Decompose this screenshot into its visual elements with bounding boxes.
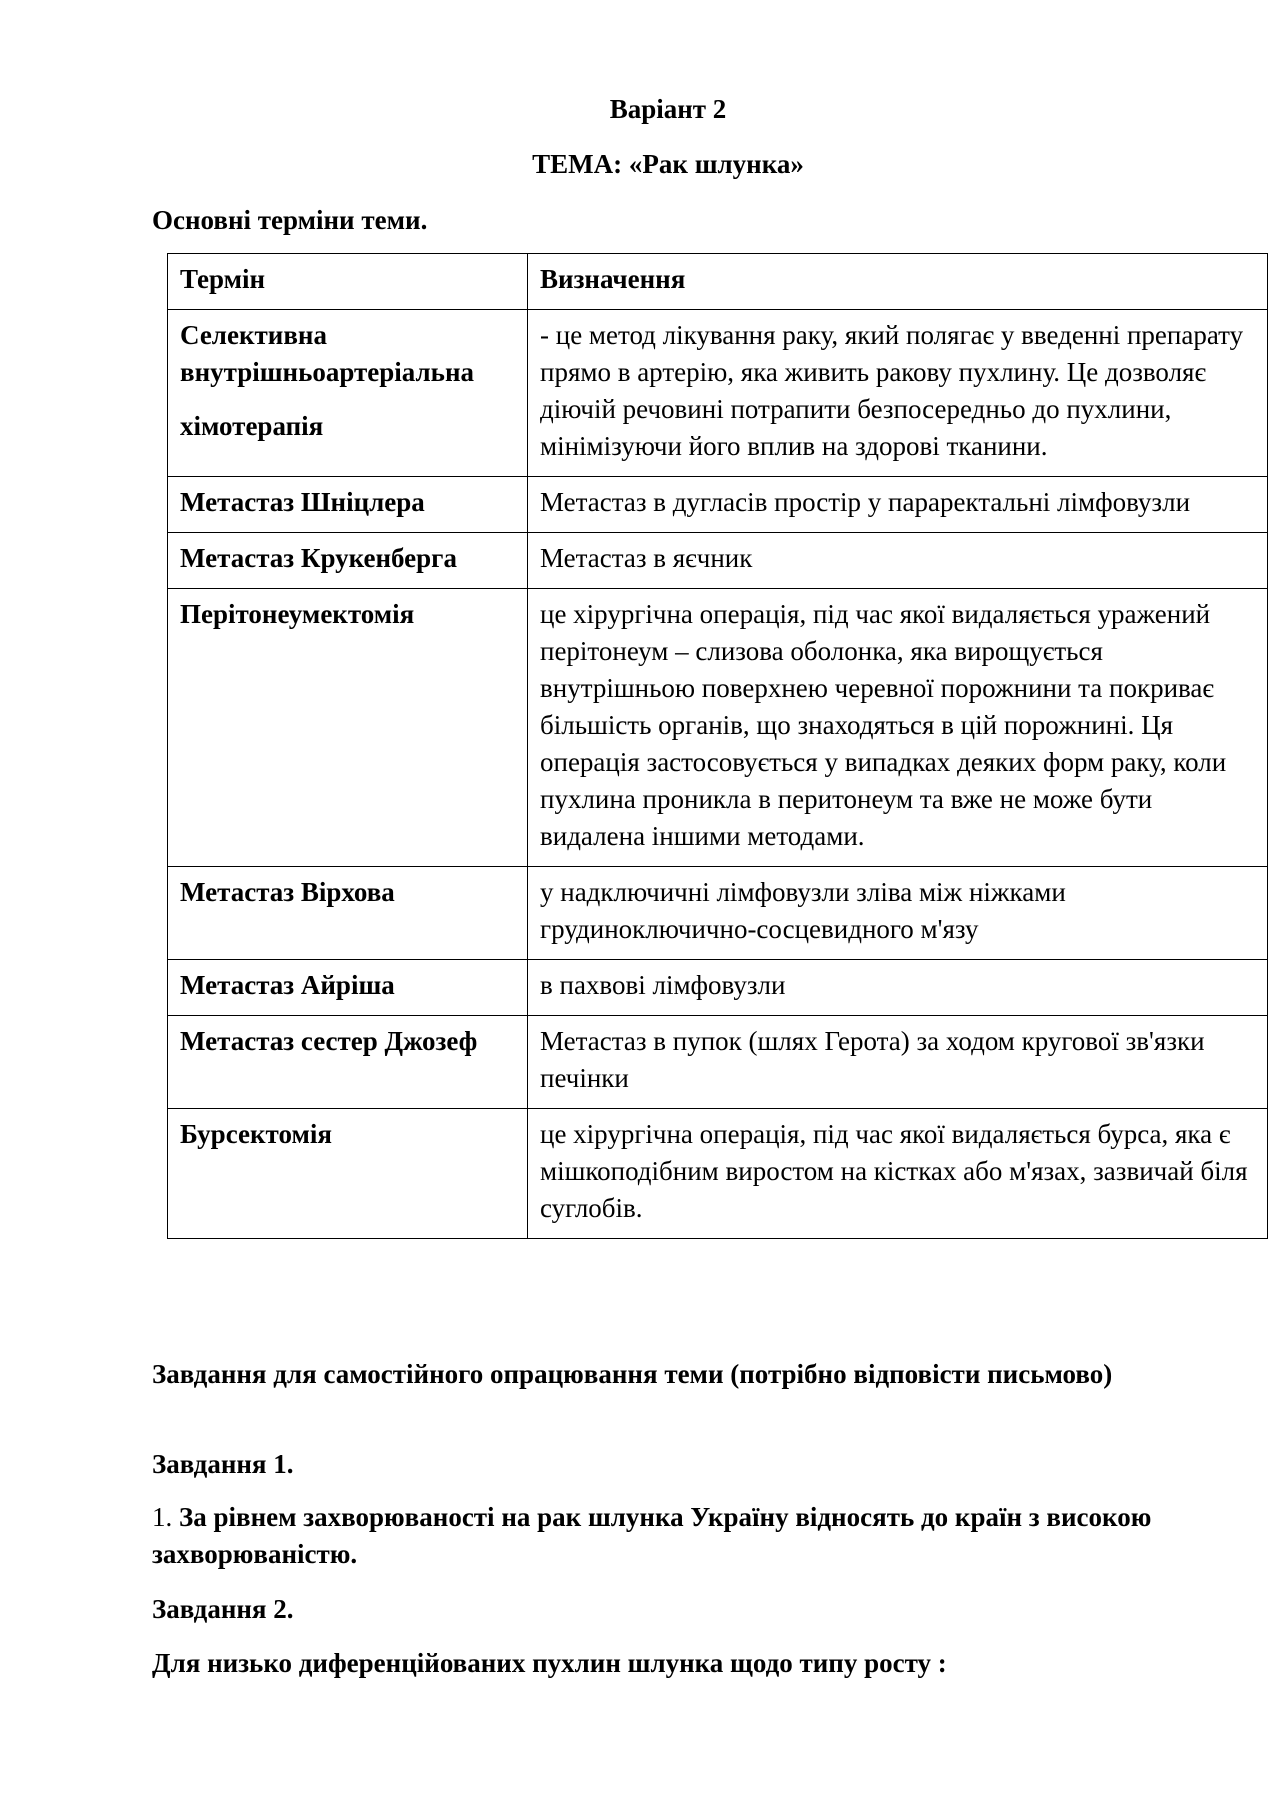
table-row — [168, 1016, 1268, 1109]
term-line: хімотерапія — [180, 411, 324, 441]
term-line: Селективна — [180, 320, 327, 350]
tasks-intro: Завдання для самостійного опрацювання теми (потрібно відповісти письмово) — [152, 1359, 1113, 1389]
terms-intro: Основні терміни теми. — [152, 205, 428, 235]
task-1-question — [152, 1499, 1152, 1573]
definition-cell: це хірургічна операція, під час якої видаляється уражений перітонеум – слизова оболонка, яка вирощується внутрішньою поверхнею черевної порожнини та покриває більшість органів, що знаходяться в цій порожнині. Ця операція застосовується у випадках деяких форм раку, коли пухлина проникла в перитонеум та вже не може бути видалена іншими методами. — [528, 589, 1268, 867]
task-1-text: За рівнем захворюваності на рак шлунка Україну відносять до країн з високою захворюваністю. — [152, 1502, 1152, 1569]
column-header-definition: Визначення — [528, 254, 1268, 310]
term-cell: Метастаз Айріша — [168, 960, 528, 1016]
variant-heading: Варіант 2 — [609, 94, 727, 124]
table-row — [168, 477, 1268, 533]
definition-cell: Метастаз в яєчник — [528, 533, 1268, 589]
term-line: внутрішньоартеріальна — [180, 357, 475, 387]
term-cell — [168, 310, 528, 477]
task-1-title: Завдання 1. — [152, 1449, 294, 1479]
definition-cell: в пахвові лімфовузли — [528, 960, 1268, 1016]
definition-cell: Метастаз в дугласів простір у параректальні лімфовузли — [528, 477, 1268, 533]
definition-cell: - це метод лікування раку, який полягає у введенні препарату прямо в артерію, яка живить ракову пухлину. Це дозволяє діючій речовині потрапити безпосередньо до пухлини, мінімізуючи його вплив на здорові тканини. — [528, 310, 1268, 477]
task-1-number: 1. — [152, 1502, 173, 1532]
term-cell: Метастаз Вірхова — [168, 867, 528, 960]
term-cell: Метастаз сестер Джозеф — [168, 1016, 528, 1109]
task-2-question: Для низько диференційованих пухлин шлунка щодо типу росту : — [152, 1648, 947, 1678]
table-row — [168, 589, 1268, 867]
topic-heading: ТЕМА: «Рак шлунка» — [532, 149, 804, 179]
definition-cell: у надключичні лімфовузли зліва між ніжками грудиноключично-сосцевидного м'язу — [528, 867, 1268, 960]
table-row — [168, 310, 1268, 477]
table-row — [168, 960, 1268, 1016]
definition-cell: це хірургічна операція, під час якої видаляється бурса, яка є мішкоподібним виростом на кістках або м'язах, зазвичай біля суглобів. — [528, 1109, 1268, 1239]
task-2-title: Завдання 2. — [152, 1594, 294, 1624]
terms-table — [167, 253, 1268, 1239]
table-header-row — [168, 254, 1268, 310]
table-row — [168, 867, 1268, 960]
table-row — [168, 533, 1268, 589]
table-row — [168, 1109, 1268, 1239]
term-cell: Метастаз Крукенберга — [168, 533, 528, 589]
definition-cell: Метастаз в пупок (шлях Герота) за ходом кругової зв'язки печінки — [528, 1016, 1268, 1109]
term-cell: Перітонеумектомія — [168, 589, 528, 867]
term-cell: Бурсектомія — [168, 1109, 528, 1239]
column-header-term: Термін — [168, 254, 528, 310]
term-cell: Метастаз Шніцлера — [168, 477, 528, 533]
